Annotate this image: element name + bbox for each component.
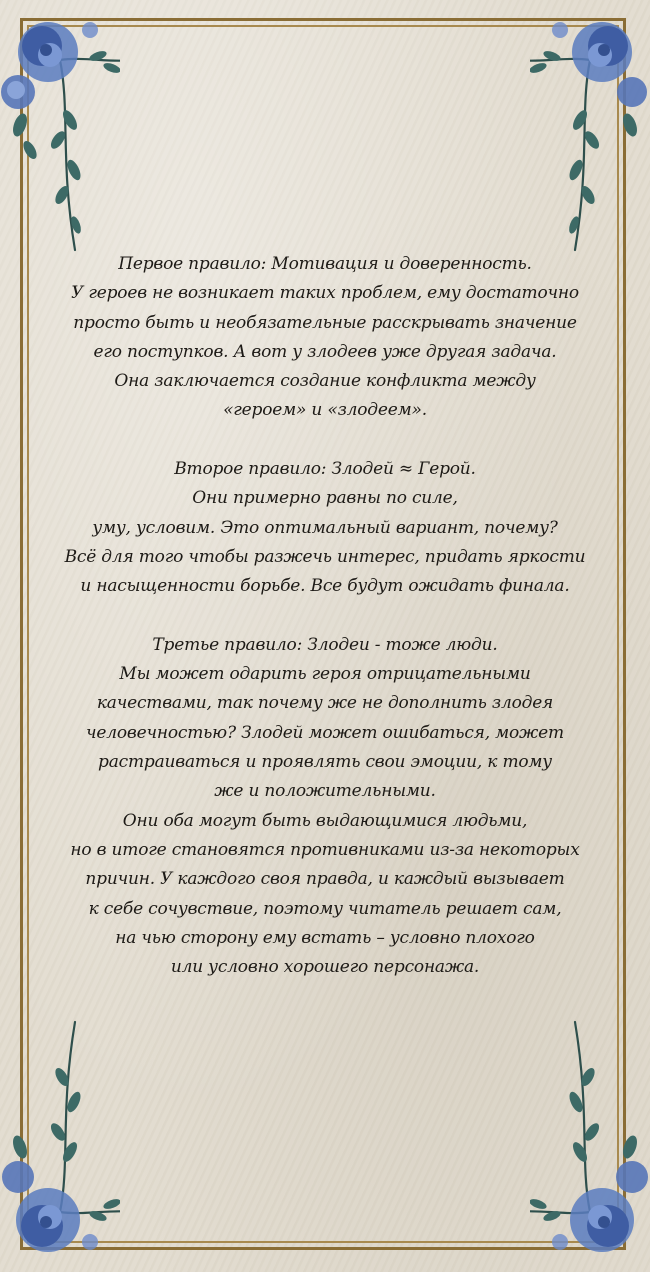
paragraph-rule-one: [40, 250, 610, 426]
corner-flower-top-left-icon: [0, 0, 120, 260]
text-line: Первое правило: Мотивация и доверенность.: [118, 254, 532, 274]
text-line: но в итоге становятся противниками из-за некоторых: [70, 839, 580, 860]
text-line: Третье правило: Злодеи - тоже люди.: [152, 634, 498, 655]
text-line: и насыщенности борьбе. Все будут ожидать финала.: [80, 576, 570, 597]
text-line: Второе правило: Злодей ≈ Герой.: [174, 459, 476, 480]
text-line: к себе сочувствие, поэтому читатель решает сам,: [88, 898, 562, 919]
text-line: Они оба могут быть выдающимися людьми,: [122, 810, 528, 831]
text-line: Она заключается создание конфликта между: [114, 371, 536, 392]
text-line: качествами, так почему же не дополнить злодея: [96, 693, 554, 714]
paragraph-gap: [40, 426, 610, 455]
text-line: человечностью? Злодей может ошибаться, может: [86, 722, 564, 743]
corner-flower-bottom-left-icon: [0, 1012, 120, 1272]
text-line: Они примерно равны по силе,: [192, 488, 458, 509]
text-line: его поступков. А вот у злодеев уже другая задача.: [93, 341, 557, 362]
corner-flower-bottom-right-icon: [530, 1012, 650, 1272]
text-line: «героем» и «злодеем».: [223, 400, 427, 421]
text-line: на чью сторону ему встать – условно плохого: [115, 927, 535, 948]
text-line: или условно хорошего персонажа.: [170, 957, 480, 978]
paragraph-rule-three: [40, 631, 610, 983]
text-line: причин. У каждого своя правда, и каждый вызывает: [85, 869, 565, 890]
text-line: У героев не возникает таких проблем, ему достаточно: [71, 283, 579, 304]
text-line: уму, условим. Это оптимальный вариант, почему?: [92, 517, 558, 538]
rules-text-block: [40, 250, 610, 982]
text-line: растраиваться и проявлять свои эмоции, к тому: [98, 752, 552, 773]
paragraph-gap: [40, 602, 610, 631]
text-line: Мы может одарить героя отрицательными: [119, 664, 531, 685]
text-line: Всё для того чтобы разжечь интерес, придать яркости: [64, 546, 586, 567]
corner-flower-top-right-icon: [530, 0, 650, 260]
text-line: же и положительными.: [214, 781, 436, 802]
paragraph-rule-two: [40, 455, 610, 601]
text-line: просто быть и необязательные расскрывать значение: [73, 312, 577, 333]
